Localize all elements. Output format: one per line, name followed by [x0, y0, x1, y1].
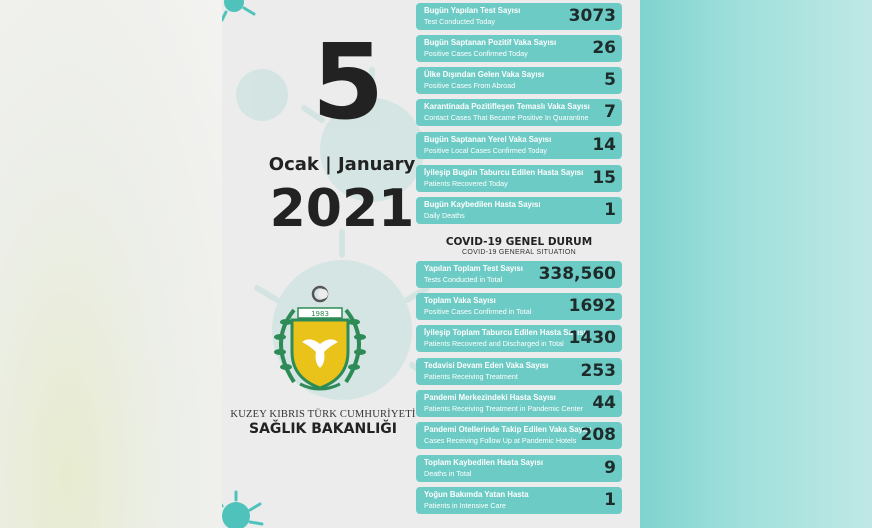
stat-value: 1430 — [568, 328, 616, 348]
left-background — [0, 0, 222, 528]
stat-value: 5 — [604, 70, 616, 90]
stat-recovered-total — [416, 325, 622, 352]
stat-label-en: Patients Receiving Treatment in Pandemic Center — [424, 404, 584, 413]
stat-label-en: Tests Conducted in Total — [424, 275, 503, 284]
stat-label-en: Daily Deaths — [424, 211, 465, 220]
trnc-emblem-icon — [264, 282, 376, 400]
stat-value: 15 — [592, 168, 616, 188]
report-year: 2021 — [269, 179, 415, 239]
covid-report-poster — [222, 0, 640, 528]
stat-value: 208 — [580, 425, 616, 445]
stat-label-tr: Pandemi Merkezindeki Hasta Sayısı — [424, 393, 556, 402]
section-subtitle: COVID-19 GENERAL SITUATION — [462, 249, 576, 256]
stat-value: 9 — [604, 458, 616, 478]
stat-quarantine-contacts — [416, 99, 622, 126]
stat-value: 1692 — [568, 296, 616, 316]
stat-label-tr: Bugün Yapılan Test Sayısı — [424, 6, 521, 15]
stat-label-tr: İyileşip Toplam Taburcu Edilen Hasta Sayısı — [424, 328, 586, 337]
stat-under-treatment — [416, 358, 622, 385]
right-background — [640, 0, 872, 528]
stat-label-tr: Bugün Saptanan Yerel Vaka Sayısı — [424, 135, 552, 144]
stat-value: 14 — [592, 135, 616, 155]
stat-label-tr: Tedavisi Devam Eden Vaka Sayısı — [424, 361, 549, 370]
stat-tests-total — [416, 261, 622, 288]
stat-label-en: Positive Local Cases Confirmed Today — [424, 146, 547, 155]
stat-label-en: Patients Recovered and Discharged in Total — [424, 339, 564, 348]
stat-label-tr: Toplam Vaka Sayısı — [424, 296, 496, 305]
stat-label-tr: Yoğun Bakımda Yatan Hasta — [424, 490, 529, 499]
stat-deaths-today — [416, 197, 622, 224]
stat-label-tr: Pandemi Otellerinde Takip Edilen Vaka Sayısı — [424, 425, 592, 434]
section-title: COVID-19 GENEL DURUM — [445, 236, 593, 248]
emblem-year: 1983 — [311, 310, 329, 318]
stat-intensive-care — [416, 487, 622, 514]
stat-value: 1 — [604, 490, 616, 510]
stat-cases-total — [416, 293, 622, 320]
stat-label-tr: Bugün Saptanan Pozitif Vaka Sayısı — [424, 38, 557, 47]
stat-label-tr: Bugün Kaybedilen Hasta Sayısı — [424, 200, 541, 209]
stat-value: 26 — [592, 38, 616, 58]
stat-value: 7 — [604, 102, 616, 122]
stat-value: 338,560 — [538, 264, 616, 284]
stat-positive-today — [416, 35, 622, 62]
stat-label-tr: Toplam Kaybedilen Hasta Sayısı — [424, 458, 544, 467]
stat-label-en: Patients Recovered Today — [424, 179, 508, 188]
stat-label-en: Positive Cases From Abroad — [424, 81, 516, 90]
stat-value: 44 — [592, 393, 616, 413]
stat-label-tr: İyileşip Bugün Taburcu Edilen Hasta Sayısı — [424, 168, 584, 177]
stat-value: 253 — [580, 361, 616, 381]
ministry-name: SAĞLIK BAKANLIĞI — [249, 421, 397, 437]
report-day: 5 — [311, 21, 385, 143]
stat-label-tr: Yapılan Toplam Test Sayısı — [424, 264, 523, 273]
stat-label-en: Cases Receiving Follow Up at Pandemic Hotels — [424, 436, 577, 445]
stat-value: 3073 — [568, 6, 616, 26]
stat-recovered-today — [416, 165, 622, 192]
stat-cases-abroad — [416, 67, 622, 94]
report-month: Ocak | January — [268, 154, 416, 175]
stat-deaths-total — [416, 455, 622, 482]
stat-label-tr: Karantinada Pozitifleşen Temaslı Vaka Sayısı — [424, 102, 590, 111]
stat-label-en: Positive Cases Confirmed Today — [424, 49, 528, 58]
stat-label-en: Deaths in Total — [424, 469, 472, 478]
stat-label-en: Positive Cases Confirmed in Total — [424, 307, 532, 316]
stat-local-cases — [416, 132, 622, 159]
stat-label-tr: Ülke Dışından Gelen Vaka Sayısı — [424, 70, 545, 79]
stat-tests-today — [416, 3, 622, 30]
stat-label-en: Patients in Intensive Care — [424, 501, 506, 510]
stat-value: 1 — [604, 200, 616, 220]
stat-pandemic-center — [416, 390, 622, 417]
stat-pandemic-hotels — [416, 422, 622, 449]
stat-label-en: Patients Receiving Treatment — [424, 372, 518, 381]
stat-label-en: Contact Cases That Became Positive In Quarantine — [424, 113, 589, 122]
stat-label-en: Test Conducted Today — [424, 17, 495, 26]
country-name: KUZEY KIBRIS TÜRK CUMHURİYETİ — [230, 409, 416, 420]
